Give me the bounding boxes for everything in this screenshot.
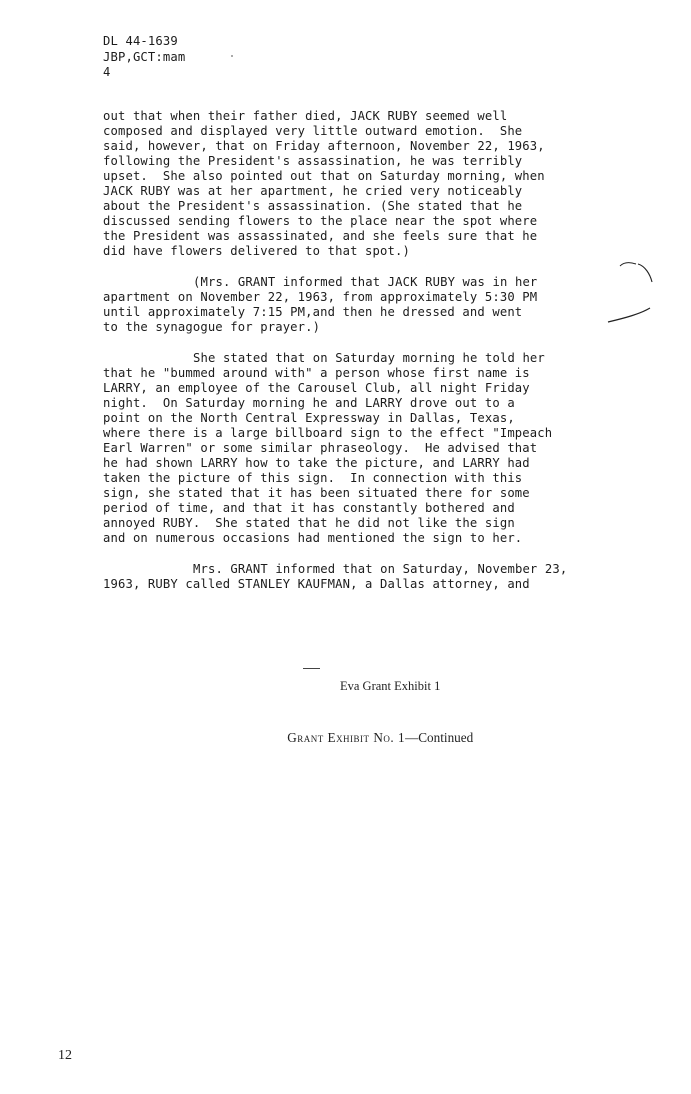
text-line: point on the North Central Expressway in Dallas, Texas, [103, 411, 515, 425]
text-line: Mrs. GRANT informed that on Saturday, November 23, [193, 562, 568, 576]
text-line: period of time, and that it has constantly bothered and [103, 501, 515, 515]
text-line: upset. She also pointed out that on Saturday morning, when [103, 169, 545, 183]
text-line: following the President's assassination, he was terribly [103, 154, 523, 168]
text-line: annoyed RUBY. She stated that he did not like the sign [103, 516, 515, 530]
caption-suffix: —Continued [405, 730, 474, 745]
exhibit-caption [274, 714, 473, 762]
text-line: 1963, RUBY called STANLEY KAUFMAN, a Dallas attorney, and [103, 577, 530, 591]
text-line: did have flowers delivered to that spot.) [103, 244, 410, 258]
text-line: discussed sending flowers to the place near the spot where [103, 214, 538, 228]
text-line: where there is a large billboard sign to the effect "Impeach [103, 426, 553, 440]
text-line: composed and displayed very little outward emotion. She [103, 124, 523, 138]
text-line: (Mrs. GRANT informed that JACK RUBY was in her [193, 275, 538, 289]
paragraph-1 [103, 109, 648, 259]
text-line: Earl Warren" or some similar phraseology. He advised that [103, 441, 538, 455]
paragraph-2 [103, 275, 648, 335]
text-line: She stated that on Saturday morning he told her [193, 351, 545, 365]
paragraph-3 [103, 351, 648, 546]
document-header [103, 34, 185, 81]
header-page-number: 4 [103, 65, 111, 79]
text-line: night. On Saturday morning he and LARRY drove out to a [103, 396, 515, 410]
author-initials: JBP,GCT:mam [103, 49, 186, 64]
exhibit-label: Eva Grant Exhibit 1 [340, 679, 441, 693]
text-line: that he "bummed around with" a person whose first name is [103, 366, 530, 380]
text-line: he had shown LARRY how to take the picture, and LARRY had [103, 456, 530, 470]
text-line: LARRY, an employee of the Carousel Club, all night Friday [103, 381, 530, 395]
text-line: and on numerous occasions had mentioned the sign to her. [103, 531, 523, 545]
paragraph-4 [103, 562, 648, 592]
text-line: taken the picture of this sign. In connection with this [103, 471, 523, 485]
body-text [103, 109, 648, 592]
file-number: DL 44-1639 [103, 34, 178, 48]
text-line: until approximately 7:15 PM,and then he dressed and went [103, 305, 523, 319]
pen-dash-mark [303, 668, 320, 669]
page-number: 12 [58, 1048, 72, 1063]
caption-prefix: Grant Exhibit No. 1 [287, 730, 406, 745]
text-line: said, however, that on Friday afternoon, November 22, 1963, [103, 139, 545, 153]
text-line: about the President's assassination. (She stated that he [103, 199, 523, 213]
text-line: sign, she stated that it has been situated there for some [103, 486, 530, 500]
text-line: out that when their father died, JACK RUBY seemed well [103, 109, 508, 123]
text-line: to the synagogue for prayer.) [103, 320, 321, 334]
text-line: JACK RUBY was at her apartment, he cried very noticeably [103, 184, 523, 198]
text-line: apartment on November 22, 1963, from approximately 5:30 PM [103, 290, 538, 304]
text-line: the President was assassinated, and she feels sure that he [103, 229, 538, 243]
